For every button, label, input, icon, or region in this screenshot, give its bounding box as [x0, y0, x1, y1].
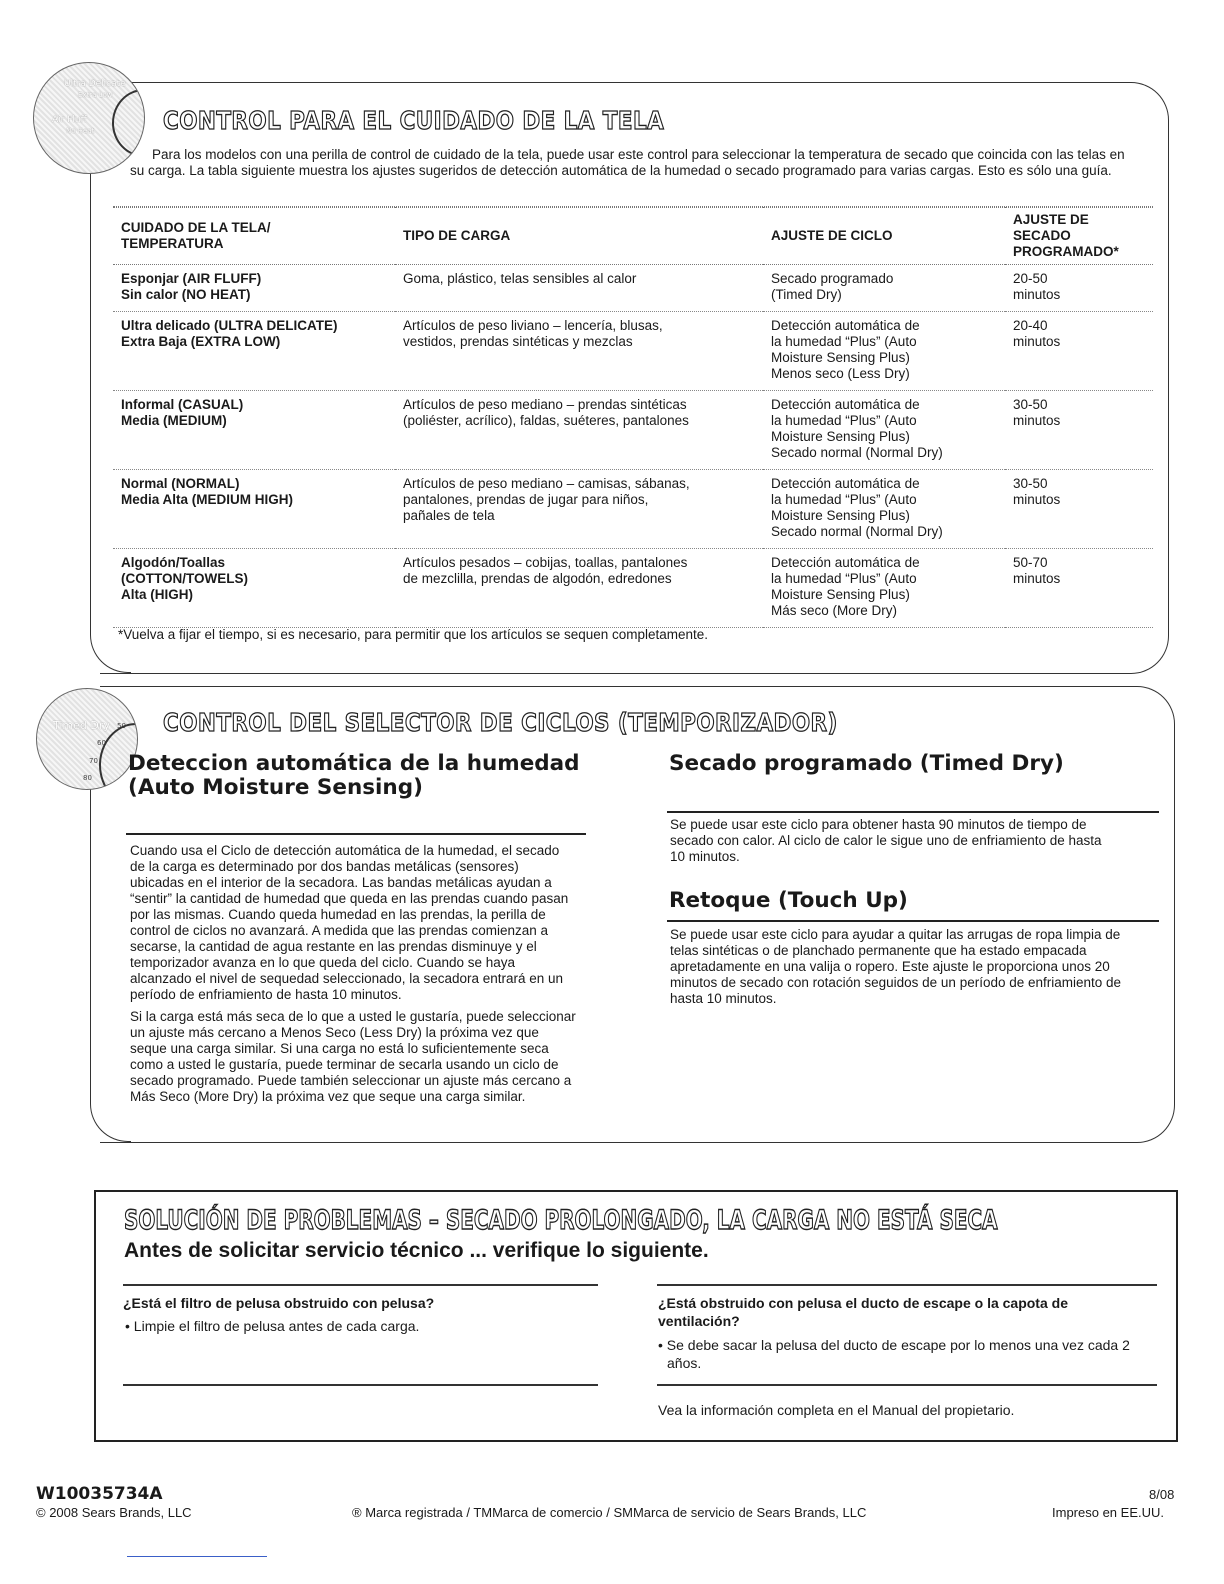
table-cell-load	[395, 312, 763, 391]
cell-line: Extra Baja (EXTRA LOW)	[121, 334, 281, 349]
table-cell-timed	[1005, 549, 1153, 628]
cell-line: Moisture Sensing Plus)	[771, 350, 910, 365]
dial-label: Extra Low	[78, 91, 113, 99]
dial-label: 50	[117, 722, 126, 730]
table-cell-load	[395, 470, 763, 549]
cell-line: la humedad “Plus” (Auto	[771, 334, 917, 349]
cell-line: pañales de tela	[403, 508, 495, 523]
table-cell-load	[395, 265, 763, 312]
trademark-notice: ® Marca registrada / TMMarca de comercio / SMMarca de servicio de Sears Brands, LLC	[352, 1505, 867, 1520]
cell-line: Detección automática de	[771, 555, 920, 570]
dial-label: 60	[97, 739, 106, 747]
auto-moisture-heading: Deteccion automática de la humedad (Auto Moisture Sensing)	[128, 751, 580, 800]
table-row	[113, 391, 1153, 470]
cell-line: la humedad “Plus” (Auto	[771, 413, 917, 428]
cell-line: Alta (HIGH)	[121, 587, 193, 602]
column-header: AJUSTE DE CICLO	[763, 208, 1005, 265]
copyright: © 2008 Sears Brands, LLC	[36, 1505, 192, 1520]
lint-filter-question: ¿Está el filtro de pelusa obstruido con pelusa?	[123, 1295, 435, 1311]
table-cell-care	[113, 391, 395, 470]
cell-line: 30-50	[1013, 476, 1048, 491]
cell-line: Más seco (More Dry)	[771, 603, 898, 618]
cell-line: Normal (NORMAL)	[121, 476, 240, 491]
table-footnote: *Vuelva a fijar el tiempo, si es necesario, para permitir que los artículos se sequen completamente.	[118, 627, 709, 642]
cell-line: pantalones, prendas de jugar para niños,	[403, 492, 649, 507]
fabric-care-table	[113, 207, 1153, 628]
cell-line: Algodón/Toallas	[121, 555, 225, 570]
column-header: AJUSTE DE SECADO PROGRAMADO*	[1005, 208, 1153, 265]
auto-moisture-body	[130, 843, 576, 1111]
ts-left-bottom-rule	[123, 1384, 598, 1386]
auto-moisture-paragraph-2: Si la carga está más seca de lo que a usted le gustaría, puede seleccionar un ajuste más cercano a Menos Seco (Less Dry) la próxima vez que seque una carga similar. Si una carga no está lo suficientemente seca como a usted le gustaría, puede terminar de secarla usando un ciclo de secado programado. Puede también seleccionar un ajuste más cercano a Más Seco (More Dry) la próxima vez que seque una carga similar.	[130, 1009, 576, 1104]
cell-line: Artículos de peso mediano – prendas sintéticas	[403, 397, 687, 412]
cell-line: la humedad “Plus” (Auto	[771, 571, 917, 586]
cell-line: Secado programado	[771, 271, 894, 286]
cell-line: minutos	[1013, 287, 1061, 302]
blue-underline-mark	[127, 1556, 267, 1557]
table-cell-cycle	[763, 312, 1005, 391]
cell-line: Artículos pesados – cobijas, toallas, pantalones	[403, 555, 688, 570]
print-date: 8/08	[1149, 1487, 1175, 1502]
ts-right-top-rule	[657, 1284, 1157, 1286]
column-header: TIPO DE CARGA	[395, 208, 763, 265]
table-cell-cycle	[763, 549, 1005, 628]
table-cell-timed	[1005, 265, 1153, 312]
cell-line: Secado normal (Normal Dry)	[771, 445, 943, 460]
printed-in: Impreso en EE.UU.	[1052, 1505, 1164, 1520]
table-row	[113, 312, 1153, 391]
table-cell-cycle	[763, 391, 1005, 470]
table-cell-care	[113, 470, 395, 549]
cell-line: Ultra delicado (ULTRA DELICATE)	[121, 318, 338, 333]
cell-line: Detección automática de	[771, 318, 920, 333]
dial-label: Timed Dry	[53, 719, 110, 732]
dial-label: Air Fluff	[52, 115, 87, 125]
part-number: W10035734A	[36, 1484, 163, 1504]
auto-heading-rule	[126, 833, 586, 835]
cell-line: Moisture Sensing Plus)	[771, 429, 910, 444]
table-cell-timed	[1005, 312, 1153, 391]
exhaust-duct-answer: • Se debe sacar la pelusa del ducto de escape por lo menos una vez cada 2 años.	[658, 1337, 1130, 1371]
cell-line: 50-70	[1013, 555, 1048, 570]
ts-left-top-rule	[123, 1284, 598, 1286]
troubleshooting-subtitle: Antes de solicitar servicio técnico ... verifique lo siguiente.	[124, 1239, 709, 1262]
table-cell-load	[395, 391, 763, 470]
exhaust-duct-question: ¿Está obstruido con pelusa el ducto de escape o la capota de ventilación?	[658, 1295, 1068, 1329]
cycle-section-title: CONTROL DEL SELECTOR DE CICLOS (TEMPORIZADOR)	[163, 708, 838, 737]
table-cell-timed	[1005, 470, 1153, 549]
ts-right-bottom-rule	[657, 1384, 1157, 1386]
cell-line: Media Alta (MEDIUM HIGH)	[121, 492, 293, 507]
cycle-frame-left-edge	[90, 752, 131, 1142]
cell-line: Moisture Sensing Plus)	[771, 508, 910, 523]
table-cell-load	[395, 549, 763, 628]
touch-up-text: Se puede usar este ciclo para ayudar a quitar las arrugas de ropa limpia de telas sintéticas o de planchado permanente que ha estado empacada apretadamente en una valija o ropero. Este ajuste le proporciona unos 20 minutos de secado con rotación seguidos de un período de enfriamiento de hasta 10 minutos.	[670, 927, 1122, 1006]
timed-dry-dial-icon	[36, 688, 138, 790]
cell-line: Informal (CASUAL)	[121, 397, 244, 412]
cell-line: Moisture Sensing Plus)	[771, 587, 910, 602]
fabric-section-title: CONTROL PARA EL CUIDADO DE LA TELA	[163, 106, 665, 135]
cell-line: minutos	[1013, 413, 1061, 428]
cell-line: 20-40	[1013, 318, 1048, 333]
dial-label: 80	[83, 774, 92, 782]
fabric-intro-text: Para los modelos con una perilla de control de cuidado de la tela, puede usar este control para seleccionar la temperatura de secado que coincida con las telas en su carga. La tabla siguiente muestra los ajustes sugeridos de detección automática de la humedad o secado programado para varias cargas. Esto es sólo una guía.	[130, 147, 1125, 178]
dial-label: 70	[89, 757, 98, 765]
timed-dry-rule	[667, 811, 1159, 813]
cell-line: Esponjar (AIR FLUFF)	[121, 271, 262, 286]
cell-line: minutos	[1013, 492, 1061, 507]
fabric-dial-icon	[33, 62, 145, 174]
touch-up-rule	[667, 920, 1159, 922]
table-cell-care	[113, 312, 395, 391]
dial-label: No Heat	[66, 127, 95, 135]
column-header: CUIDADO DE LA TELA/ TEMPERATURA	[113, 208, 395, 265]
table-row	[113, 549, 1153, 628]
fabric-intro	[130, 147, 1140, 179]
table-cell-timed	[1005, 391, 1153, 470]
cell-line: Detección automática de	[771, 397, 920, 412]
cell-line: (Timed Dry)	[771, 287, 842, 302]
cell-line: Artículos de peso liviano – lencería, blusas,	[403, 318, 663, 333]
cell-line: Menos seco (Less Dry)	[771, 366, 910, 381]
timed-dry-heading: Secado programado (Timed Dry)	[669, 751, 1064, 776]
cell-line: 20-50	[1013, 271, 1048, 286]
table-cell-cycle	[763, 470, 1005, 549]
table-cell-care	[113, 549, 395, 628]
cell-line: Media (MEDIUM)	[121, 413, 227, 428]
table-cell-cycle	[763, 265, 1005, 312]
table-header-row	[113, 208, 1153, 265]
cell-line: Detección automática de	[771, 476, 920, 491]
table-row	[113, 470, 1153, 549]
cell-line: (poliéster, acrílico), faldas, suéteres, pantalones	[403, 413, 689, 428]
troubleshooting-title: SOLUCIÓN DE PROBLEMAS – SECADO PROLONGADO, LA CARGA NO ESTÁ SECA	[124, 1205, 998, 1236]
owner-manual-note: Vea la información completa en el Manual del propietario.	[658, 1402, 1015, 1418]
auto-moisture-paragraph-1: Cuando usa el Ciclo de detección automática de la humedad, el secado de la carga es determinado por dos bandas metálicas (sensores) ubicadas en el interior de la secadora. Las bandas metálicas ayudan a “sentir” la cantidad de humedad que queda en las prendas cuando pasan por las mismas. Cuando queda humedad en las prendas, la perilla de control de ciclos no avanzará. A medida que las prendas comienzan a secarse, la cantidad de agua restante en las prendas disminuye y el temporizador avanza en lo que queda del ciclo. Cuando se haya alcanzado el nivel de sequedad seleccionado, la secadora entrará en un período de enfriamiento de hasta 10 minutos.	[130, 843, 569, 1002]
table-row	[113, 265, 1153, 312]
lint-filter-answer: • Limpie el filtro de pelusa antes de cada carga.	[125, 1318, 420, 1334]
cell-line: Artículos de peso mediano – camisas, sábanas,	[403, 476, 690, 491]
cell-line: minutos	[1013, 334, 1061, 349]
table-cell-care	[113, 265, 395, 312]
dial-label: Ultra Delicate	[64, 79, 126, 89]
timed-dry-text: Se puede usar este ciclo para obtener hasta 90 minutos de tiempo de secado con calor. Al ciclo de calor le sigue uno de enfriamiento de hasta 10 minutos.	[670, 817, 1102, 864]
cell-line: Sin calor (NO HEAT)	[121, 287, 251, 302]
cell-line: vestidos, prendas sintéticas y mezclas	[403, 334, 633, 349]
cell-line: la humedad “Plus” (Auto	[771, 492, 917, 507]
cell-line: minutos	[1013, 571, 1061, 586]
cell-line: 30-50	[1013, 397, 1048, 412]
cell-line: Goma, plástico, telas sensibles al calor	[403, 271, 637, 286]
cell-line: Secado normal (Normal Dry)	[771, 524, 943, 539]
cell-line: de mezclilla, prendas de algodón, edredones	[403, 571, 672, 586]
touch-up-heading: Retoque (Touch Up)	[669, 888, 908, 913]
cell-line: (COTTON/TOWELS)	[121, 571, 248, 586]
